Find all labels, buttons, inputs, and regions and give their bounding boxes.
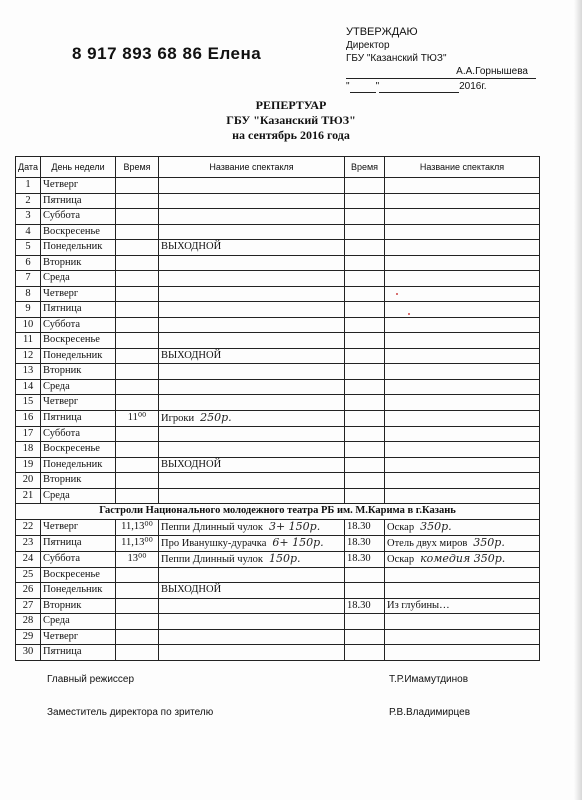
date-cell: 18: [16, 442, 41, 458]
time-cell: 18.30: [345, 519, 385, 535]
time-cell: 18.30: [345, 551, 385, 567]
weekday-cell: Пятница: [41, 645, 116, 661]
document-title: [0, 98, 582, 143]
time-cell: [345, 645, 385, 661]
footer-role-1: Главный режиссер: [47, 674, 135, 685]
show-cell: [159, 567, 345, 583]
column-header: Дата: [16, 157, 41, 178]
show-cell: [385, 333, 540, 349]
show-cell: [385, 193, 540, 209]
weekday-cell: Среда: [41, 614, 116, 630]
show-cell: [159, 178, 345, 194]
date-cell: 14: [16, 379, 41, 395]
time-cell: [345, 457, 385, 473]
footer-name-1: Т.Р.Имамутдинов: [389, 674, 469, 685]
show-cell: [159, 379, 345, 395]
show-title: Оскар: [387, 553, 415, 565]
show-title: ВЫХОДНОЙ: [161, 349, 222, 361]
time-cell: [116, 426, 159, 442]
time-cell: 11⁰⁰: [116, 410, 159, 426]
date-cell: 26: [16, 583, 41, 599]
date-cell: 20: [16, 473, 41, 489]
show-title: Пеппи Длинный чулок: [161, 553, 263, 565]
date-cell: 24: [16, 551, 41, 567]
date-cell: 29: [16, 629, 41, 645]
weekday-cell: Суббота: [41, 426, 116, 442]
show-cell: [385, 379, 540, 395]
show-cell: [159, 629, 345, 645]
show-cell: [385, 224, 540, 240]
column-header: День недели: [41, 157, 116, 178]
date-cell: 8: [16, 286, 41, 302]
table-row: [16, 379, 540, 395]
show-cell: [385, 426, 540, 442]
date-cell: 13: [16, 364, 41, 380]
show-cell: [385, 317, 540, 333]
time-cell: [116, 333, 159, 349]
date-cell: 11: [16, 333, 41, 349]
time-cell: [116, 193, 159, 209]
time-cell: [116, 379, 159, 395]
show-cell: [159, 519, 345, 535]
weekday-cell: Понедельник: [41, 583, 116, 599]
handwritten-price-note: 3+ 150р.: [268, 519, 321, 533]
time-cell: [116, 209, 159, 225]
date-cell: 7: [16, 271, 41, 287]
table-row: [16, 317, 540, 333]
time-cell: [345, 442, 385, 458]
weekday-cell: Вторник: [41, 255, 116, 271]
weekday-cell: Вторник: [41, 473, 116, 489]
table-row: [16, 473, 540, 489]
time-cell: [345, 629, 385, 645]
date-cell: 9: [16, 302, 41, 318]
handwritten-price-note: 250р.: [200, 410, 232, 424]
show-cell: [159, 286, 345, 302]
show-cell: [159, 645, 345, 661]
table-row: [16, 240, 540, 256]
table-row: [16, 567, 540, 583]
show-cell: [159, 364, 345, 380]
time-cell: [345, 567, 385, 583]
date-cell: 10: [16, 317, 41, 333]
time-cell: [116, 473, 159, 489]
time-cell: [116, 364, 159, 380]
table-row: [16, 442, 540, 458]
table-row: [16, 488, 540, 504]
show-cell: [159, 583, 345, 599]
show-title: Про Иванушку-дурачка: [161, 537, 267, 549]
show-title: Игроки: [161, 412, 195, 424]
show-cell: [159, 395, 345, 411]
show-cell: [385, 629, 540, 645]
show-cell: [385, 583, 540, 599]
show-cell: [159, 302, 345, 318]
show-cell: [385, 240, 540, 256]
show-cell: [159, 488, 345, 504]
time-cell: [345, 224, 385, 240]
time-cell: [345, 614, 385, 630]
show-cell: [385, 567, 540, 583]
weekday-cell: Четверг: [41, 629, 116, 645]
ink-speck: [408, 313, 410, 315]
weekday-cell: Четверг: [41, 178, 116, 194]
date-cell: 25: [16, 567, 41, 583]
time-cell: [345, 348, 385, 364]
scan-edge-shadow: [574, 0, 582, 800]
table-row: [16, 551, 540, 567]
weekday-cell: Четверг: [41, 286, 116, 302]
show-title: Из глубины…: [387, 599, 450, 611]
weekday-cell: Суббота: [41, 551, 116, 567]
handwritten-price-note: 350р.: [473, 535, 505, 549]
time-cell: [116, 598, 159, 614]
show-title: Отель двух миров: [387, 537, 468, 549]
weekday-cell: Воскресенье: [41, 442, 116, 458]
show-cell: [385, 178, 540, 194]
table-row: [16, 271, 540, 287]
table-row: [16, 614, 540, 630]
footer-name-2: Р.В.Владимирцев: [389, 707, 471, 718]
time-cell: [116, 178, 159, 194]
show-cell: [385, 286, 540, 302]
show-cell: [159, 410, 345, 426]
show-cell: [385, 395, 540, 411]
weekday-cell: Понедельник: [41, 457, 116, 473]
signature-line: [346, 65, 536, 79]
date-cell: 30: [16, 645, 41, 661]
date-cell: 4: [16, 224, 41, 240]
weekday-cell: Воскресенье: [41, 224, 116, 240]
time-cell: [116, 240, 159, 256]
show-title: ВЫХОДНОЙ: [161, 584, 222, 596]
tour-banner-row: [16, 504, 540, 520]
show-title: Оскар: [387, 521, 415, 533]
table-row: [16, 410, 540, 426]
show-cell: [385, 442, 540, 458]
weekday-cell: Вторник: [41, 364, 116, 380]
date-cell: 3: [16, 209, 41, 225]
time-cell: [116, 614, 159, 630]
time-cell: [345, 488, 385, 504]
time-cell: [116, 302, 159, 318]
time-cell: [345, 395, 385, 411]
show-cell: [385, 209, 540, 225]
handwritten-phone-note: 8 917 893 68 86 Елена: [72, 44, 262, 63]
column-header: Время: [345, 157, 385, 178]
table-row: [16, 457, 540, 473]
weekday-cell: Пятница: [41, 302, 116, 318]
table-row: [16, 224, 540, 240]
time-cell: [345, 193, 385, 209]
show-cell: [159, 333, 345, 349]
time-cell: [116, 286, 159, 302]
table-row: [16, 286, 540, 302]
show-cell: [159, 426, 345, 442]
table-row: [16, 193, 540, 209]
table-row: [16, 302, 540, 318]
weekday-cell: Вторник: [41, 598, 116, 614]
table-row: [16, 598, 540, 614]
time-cell: [345, 473, 385, 489]
show-cell: [159, 193, 345, 209]
date-cell: 6: [16, 255, 41, 271]
table-body: [16, 178, 540, 661]
table-row: [16, 426, 540, 442]
show-cell: [159, 551, 345, 567]
approve-heading: УТВЕРЖДАЮ: [346, 26, 418, 38]
show-cell: [385, 255, 540, 271]
tour-banner: Гастроли Национального молодежного театра РБ им. М.Карима в г.Казань: [16, 504, 540, 520]
show-cell: [385, 473, 540, 489]
weekday-cell: Понедельник: [41, 348, 116, 364]
time-cell: [116, 255, 159, 271]
show-cell: [385, 271, 540, 287]
table-row: [16, 583, 540, 599]
date-cell: 16: [16, 410, 41, 426]
show-cell: [159, 209, 345, 225]
table-row: [16, 395, 540, 411]
title-line-1: РЕПЕРТУАР: [255, 98, 327, 112]
table-row: [16, 209, 540, 225]
table-row: [16, 178, 540, 194]
weekday-cell: Среда: [41, 488, 116, 504]
date-cell: 1: [16, 178, 41, 194]
date-cell: 23: [16, 535, 41, 551]
handwritten-price-note: 350р.: [420, 519, 452, 533]
time-cell: [116, 348, 159, 364]
date-cell: 5: [16, 240, 41, 256]
table-row: [16, 364, 540, 380]
weekday-cell: Воскресенье: [41, 333, 116, 349]
time-cell: [345, 255, 385, 271]
show-cell: [159, 255, 345, 271]
approve-date-line: " " 2016г.: [346, 81, 487, 92]
time-cell: [116, 629, 159, 645]
weekday-cell: Среда: [41, 271, 116, 287]
show-cell: [159, 473, 345, 489]
show-title: ВЫХОДНОЙ: [161, 241, 222, 253]
table-row: [16, 519, 540, 535]
date-cell: 22: [16, 519, 41, 535]
weekday-cell: Пятница: [41, 410, 116, 426]
show-cell: [159, 457, 345, 473]
show-cell: [159, 271, 345, 287]
show-cell: [159, 442, 345, 458]
time-cell: [345, 240, 385, 256]
show-cell: [385, 348, 540, 364]
time-cell: [116, 645, 159, 661]
show-title: ВЫХОДНОЙ: [161, 458, 222, 470]
date-cell: 12: [16, 348, 41, 364]
weekday-cell: Пятница: [41, 193, 116, 209]
show-cell: [385, 645, 540, 661]
weekday-cell: Суббота: [41, 209, 116, 225]
time-cell: 11,13⁰⁰: [116, 535, 159, 551]
column-header: Время: [116, 157, 159, 178]
time-cell: 18.30: [345, 535, 385, 551]
time-cell: [116, 317, 159, 333]
date-cell: 19: [16, 457, 41, 473]
time-cell: [116, 488, 159, 504]
time-cell: [345, 379, 385, 395]
repertoire-table: [15, 156, 540, 661]
time-cell: [345, 426, 385, 442]
weekday-cell: Четверг: [41, 395, 116, 411]
show-cell: [385, 364, 540, 380]
weekday-cell: Пятница: [41, 535, 116, 551]
time-cell: [345, 286, 385, 302]
show-title: Пеппи Длинный чулок: [161, 521, 263, 533]
time-cell: 18.30: [345, 598, 385, 614]
column-header: Название спектакля: [385, 157, 540, 178]
title-line-3: на сентябрь 2016 года: [232, 128, 350, 142]
weekday-cell: Среда: [41, 379, 116, 395]
table-header-row: [16, 157, 540, 178]
time-cell: 13⁰⁰: [116, 551, 159, 567]
date-cell: 28: [16, 614, 41, 630]
date-cell: 21: [16, 488, 41, 504]
show-cell: [159, 614, 345, 630]
date-cell: 15: [16, 395, 41, 411]
show-cell: [159, 535, 345, 551]
footer-role-2: Заместитель директора по зрителю: [47, 707, 214, 718]
time-cell: [345, 583, 385, 599]
weekday-cell: Понедельник: [41, 240, 116, 256]
show-cell: [385, 535, 540, 551]
show-cell: [385, 488, 540, 504]
table-row: [16, 333, 540, 349]
time-cell: [116, 583, 159, 599]
time-cell: [345, 364, 385, 380]
date-cell: 2: [16, 193, 41, 209]
weekday-cell: Четверг: [41, 519, 116, 535]
show-cell: [159, 240, 345, 256]
show-cell: [385, 551, 540, 567]
table-row: [16, 255, 540, 271]
ink-speck: [396, 293, 398, 295]
approve-year: 2016г.: [459, 81, 487, 92]
show-cell: [159, 598, 345, 614]
time-cell: [345, 302, 385, 318]
time-cell: [345, 317, 385, 333]
time-cell: [116, 271, 159, 287]
approval-block: [346, 26, 536, 93]
weekday-cell: Суббота: [41, 317, 116, 333]
show-cell: [385, 519, 540, 535]
time-cell: 11,13⁰⁰: [116, 519, 159, 535]
time-cell: [116, 442, 159, 458]
approve-position: Директор: [346, 40, 390, 51]
time-cell: [116, 457, 159, 473]
handwritten-price-note: 6+ 150р.: [272, 535, 324, 549]
show-cell: [385, 410, 540, 426]
table-row: [16, 629, 540, 645]
date-cell: 27: [16, 598, 41, 614]
date-cell: 17: [16, 426, 41, 442]
show-cell: [385, 614, 540, 630]
time-cell: [116, 224, 159, 240]
time-cell: [116, 567, 159, 583]
weekday-cell: Воскресенье: [41, 567, 116, 583]
time-cell: [345, 333, 385, 349]
table-row: [16, 535, 540, 551]
handwritten-price-note: комедия 350р.: [420, 551, 506, 565]
table-row: [16, 645, 540, 661]
title-line-2: ГБУ "Казанский ТЮЗ": [226, 113, 356, 127]
show-cell: [385, 598, 540, 614]
handwritten-price-note: 150р.: [268, 551, 301, 565]
approve-signer: А.А.Горнышева: [456, 66, 528, 77]
show-cell: [159, 317, 345, 333]
time-cell: [345, 209, 385, 225]
time-cell: [116, 395, 159, 411]
show-cell: [159, 348, 345, 364]
table-row: [16, 348, 540, 364]
time-cell: [345, 410, 385, 426]
show-cell: [385, 457, 540, 473]
column-header: Название спектакля: [159, 157, 345, 178]
time-cell: [345, 178, 385, 194]
time-cell: [345, 271, 385, 287]
show-cell: [159, 224, 345, 240]
approve-organization: ГБУ "Казанский ТЮЗ": [346, 53, 447, 64]
